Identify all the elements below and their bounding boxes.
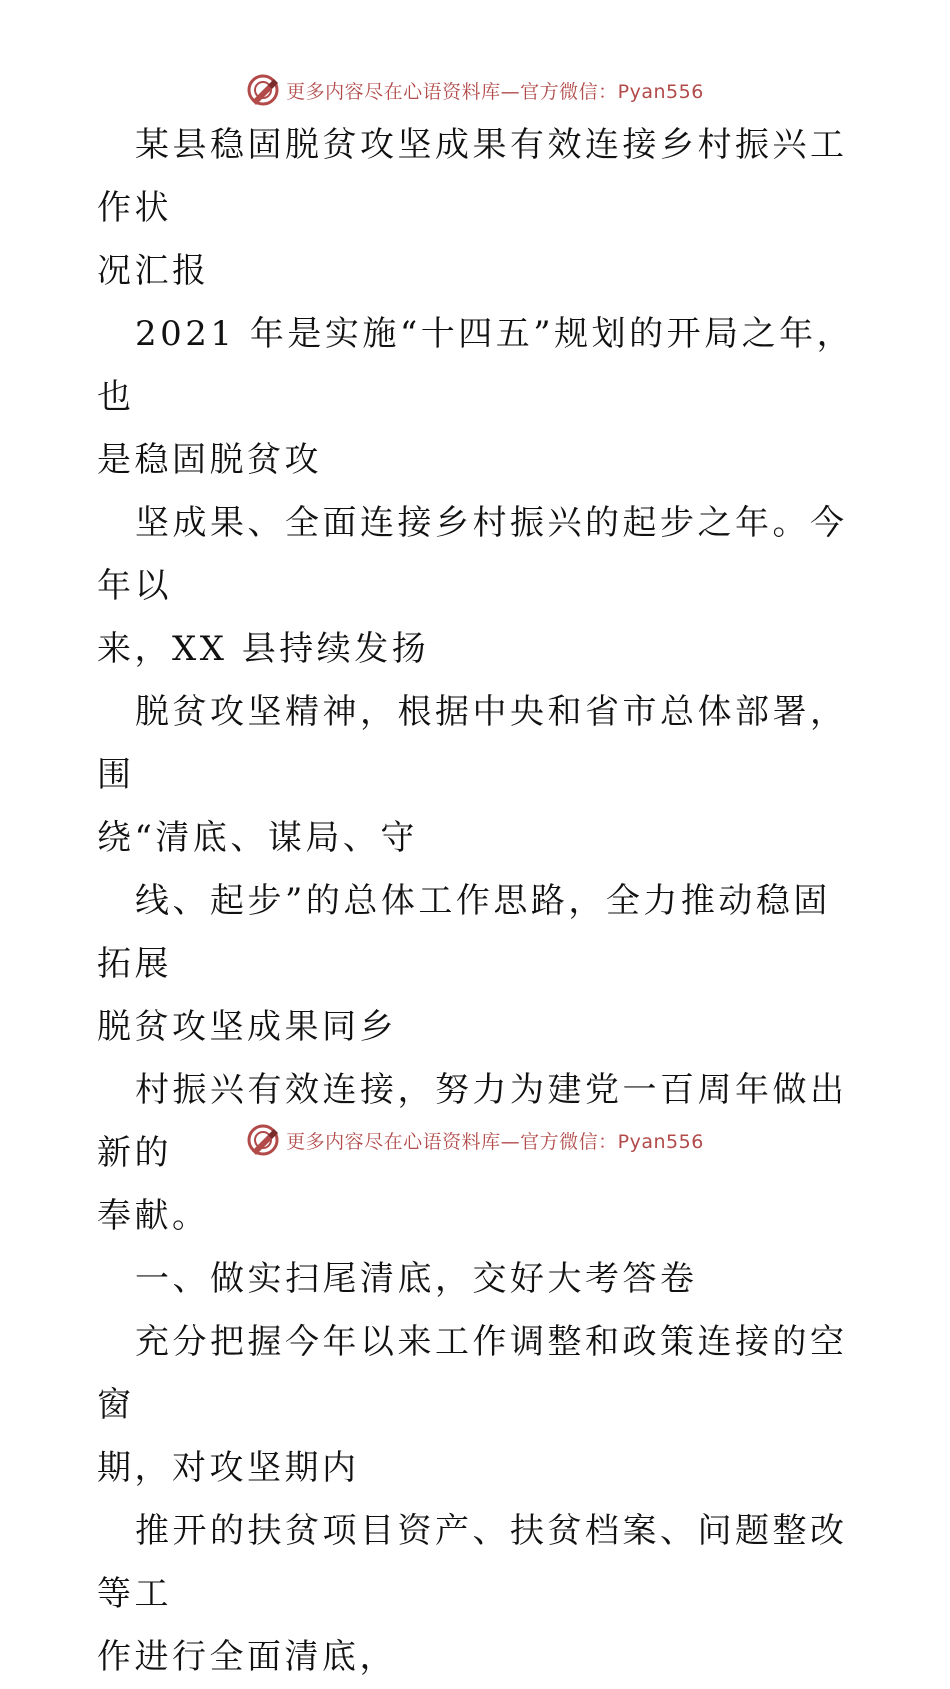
pen-logo-icon (246, 1123, 280, 1157)
heading-line: 一、做实扫尾清底，交好大考答卷 (135, 1259, 698, 1299)
paragraph-line: 来，XX 县持续发扬 (97, 629, 430, 669)
paragraph-line: 2021 年是实施“十四五”规划的开局之年，也 (97, 314, 855, 417)
watermark-text: 更多内容尽在心语资料库—官方微信：Pyan556 (286, 1130, 704, 1153)
paragraph-line: 作进行全面清底， (97, 1637, 397, 1677)
paragraph-line: 推开的扶贫项目资产、扶贫档案、问题整改等工 (97, 1511, 848, 1614)
watermark-text: 更多内容尽在心语资料库—官方微信：Pyan556 (286, 80, 704, 103)
paragraph (97, 681, 855, 870)
paragraph-line: 线、起步”的总体工作思路，全力推动稳固拓展 (97, 881, 831, 984)
paragraph-line: 绕“清底、谋局、守 (97, 818, 418, 858)
section-heading (97, 1248, 855, 1311)
document-body (97, 114, 855, 1689)
paragraph (97, 303, 855, 492)
paragraph-line: 是稳固脱贫攻 (97, 440, 322, 480)
paragraph (97, 492, 855, 681)
paragraph-line: 村振兴有效连接，努力为建党一百周年做出新的 (97, 1070, 848, 1173)
paragraph (97, 114, 855, 303)
paragraph-line: 况汇报 (97, 251, 210, 291)
paragraph (97, 870, 855, 1059)
paragraph (97, 1500, 855, 1689)
paragraph (97, 1311, 855, 1500)
header-watermark (0, 70, 950, 110)
pen-logo-icon (246, 73, 280, 107)
paragraph-line: 坚成果、全面连接乡村振兴的起步之年。今年以 (97, 503, 848, 606)
footer-watermark (0, 1120, 950, 1160)
paragraph-line: 期，对攻坚期内 (97, 1448, 360, 1488)
paragraph-line: 奉献。 (97, 1196, 210, 1236)
paragraph-line: 脱贫攻坚成果同乡 (97, 1007, 397, 1047)
paragraph-line: 脱贫攻坚精神，根据中央和省市总体部署，围 (97, 692, 848, 795)
paragraph-line: 充分把握今年以来工作调整和政策连接的空窗 (97, 1322, 848, 1425)
paragraph-line: 某县稳固脱贫攻坚成果有效连接乡村振兴工作状 (97, 125, 848, 228)
